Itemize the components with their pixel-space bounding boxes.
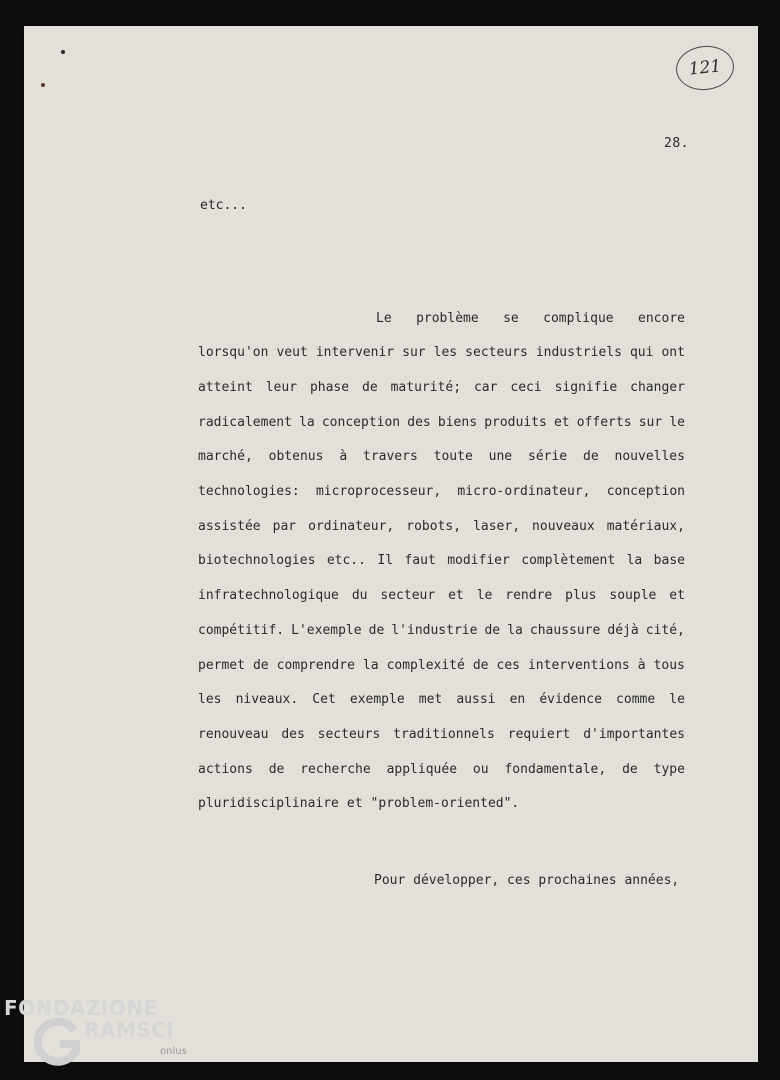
paragraph-line (198, 690, 685, 710)
word: compétitif. (198, 622, 285, 638)
word: le (476, 588, 493, 604)
word: fondamentale, (504, 761, 607, 777)
word: secteurs (317, 726, 381, 742)
paragraph-line (198, 759, 685, 779)
word: produits (484, 414, 547, 430)
word: encore (638, 310, 685, 326)
word: la (626, 553, 643, 569)
word: actions (198, 761, 253, 777)
word: chaussure (529, 622, 601, 638)
word: ces (496, 657, 520, 673)
word: du (351, 588, 368, 604)
word: de (622, 761, 638, 777)
word: micro-ordinateur, (457, 484, 591, 499)
paragraph-line (198, 724, 685, 744)
word: interventions (527, 657, 630, 673)
word: sur (402, 345, 426, 361)
word: la (507, 622, 523, 638)
word: des (407, 414, 431, 430)
word: comprendre (276, 657, 355, 673)
word: renouveau (198, 726, 269, 742)
word: signifie (554, 379, 618, 395)
word: ont (661, 345, 685, 361)
word: et (669, 588, 685, 604)
word: et (553, 414, 570, 430)
paragraph-line (198, 794, 685, 814)
word: une (488, 449, 513, 465)
word: L'exemple (291, 622, 362, 638)
word: à (637, 657, 646, 673)
paragraph-line (198, 620, 685, 640)
word: secteur (380, 588, 436, 604)
word: le (669, 692, 685, 708)
word: de (268, 761, 285, 777)
word: de (472, 657, 489, 673)
word: de (368, 622, 385, 638)
word: la (299, 414, 315, 430)
word: et (346, 796, 363, 812)
closing-line: Pour développer, ces prochaines années, (374, 873, 680, 888)
document-page (24, 26, 758, 1062)
word: obtenus (268, 449, 324, 465)
word: comme (616, 692, 656, 708)
word: offerts (576, 414, 632, 430)
word: tous (653, 657, 685, 673)
word: le (669, 414, 685, 430)
word: pluridisciplinaire (198, 796, 339, 812)
word: phase (309, 379, 350, 395)
word: se (503, 310, 519, 326)
word: nouvelles (614, 449, 685, 465)
word: d'importantes (583, 726, 685, 742)
word: infratechnologique (198, 588, 339, 604)
word: "problem-oriented". (370, 796, 520, 812)
paragraph-line (198, 551, 685, 571)
word: déjà (607, 622, 639, 638)
word: matériaux, (606, 518, 685, 534)
word: Cet (312, 692, 336, 708)
word: série (528, 449, 568, 465)
word: recherche (300, 761, 371, 777)
word: modifier (447, 553, 510, 569)
word: veut (276, 345, 308, 361)
word: souple (609, 588, 657, 604)
watermark-line-2: RAMSCI (84, 1018, 175, 1042)
word: par (272, 518, 297, 534)
word: leur (265, 379, 298, 395)
word: secteurs (465, 345, 528, 361)
word: met (418, 692, 443, 708)
word: radicalement (198, 414, 292, 430)
word: faut (404, 553, 436, 569)
page-number: 28. (664, 136, 689, 151)
word: atteint (198, 379, 253, 395)
word: car (473, 379, 498, 395)
word: à (339, 449, 348, 465)
word: et (448, 588, 464, 604)
word: Le (376, 310, 392, 326)
word: ordinateur, (308, 518, 395, 534)
word: ceci (510, 379, 542, 395)
word: complique (543, 310, 614, 326)
folio-stamp: 121 (674, 43, 736, 93)
word: travers (363, 449, 418, 465)
word: technologies: (198, 484, 300, 499)
word: assistée (198, 518, 261, 534)
word: problème (416, 310, 479, 326)
paragraph-line (198, 447, 685, 467)
word: permet (198, 657, 245, 673)
word: maturité; (390, 379, 462, 395)
word: requiert (507, 726, 571, 742)
word: type (653, 761, 685, 777)
word: de (252, 657, 269, 673)
word: exemple (349, 692, 405, 708)
word: la (362, 657, 379, 673)
word: aussi (456, 692, 496, 708)
ink-speck (61, 50, 65, 54)
paragraph-line (198, 586, 685, 606)
word: biotechnologies (198, 553, 316, 569)
word: industriels (535, 345, 622, 361)
watermark-line-1: FONDAZIONE (4, 996, 158, 1020)
word: qui (629, 345, 654, 361)
paragraph-line (198, 377, 685, 397)
paragraph-line (198, 482, 685, 502)
word: nouveaux (532, 518, 595, 534)
word: les (433, 345, 458, 361)
word: traditionnels (393, 726, 495, 742)
word: lorsqu'on (198, 345, 269, 361)
watermark-onlus: onlus (160, 1046, 187, 1057)
word: cité, (645, 622, 685, 638)
word: intervenir (315, 345, 395, 361)
word: marché, (198, 449, 253, 465)
word: complètement (521, 553, 616, 569)
word: microprocesseur, (315, 484, 442, 499)
paragraph-line (198, 655, 685, 675)
ink-speck (41, 83, 45, 87)
word: l'industrie (391, 622, 478, 638)
opening-text: etc... (200, 198, 247, 213)
word: Il (377, 553, 394, 569)
word: de (362, 379, 378, 395)
word: de (583, 449, 599, 465)
word: toute (433, 449, 473, 465)
paragraph-line (376, 308, 685, 328)
word: niveaux. (235, 692, 299, 708)
word: en (509, 692, 526, 708)
word: laser, (473, 518, 521, 534)
word: robots, (406, 518, 462, 534)
word: conception (321, 414, 401, 430)
word: conception (606, 484, 685, 499)
paragraph-line (198, 516, 685, 536)
paragraph-line (198, 343, 685, 363)
word: rendre (505, 588, 553, 604)
gramsci-g-logo-icon (34, 1016, 82, 1068)
word: ou (472, 761, 489, 777)
word: appliquée (386, 761, 458, 777)
word: les (198, 692, 222, 708)
word: de (484, 622, 501, 638)
word: changer (630, 379, 685, 395)
word: évidence (539, 692, 602, 708)
word: biens (437, 414, 478, 430)
fondazione-gramsci-watermark (4, 996, 204, 1076)
word: plus (565, 588, 597, 604)
word: base (653, 553, 685, 569)
word: sur (638, 414, 663, 430)
word: des (281, 726, 305, 742)
paragraph-line (198, 412, 685, 432)
word: etc.. (326, 553, 366, 569)
word: complexité (386, 657, 465, 673)
